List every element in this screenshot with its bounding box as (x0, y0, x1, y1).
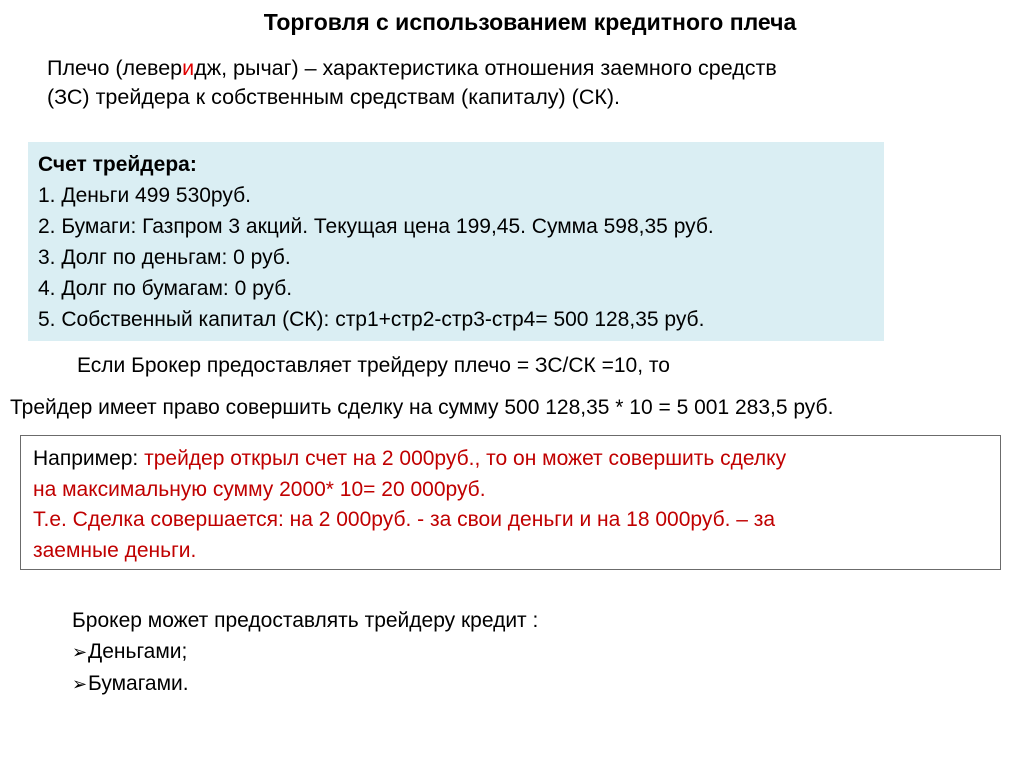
definition-highlight-letter: и (182, 56, 195, 80)
example-text-1: трейдер открыл счет на 2 000руб., то он может совершить сделку (144, 447, 787, 470)
broker-intro: Брокер может предоставлять трейдеру кредит : (72, 609, 539, 632)
leverage-condition-text: Если Брокер предоставляет трейдеру плечо = ЗС/СК =10, то (77, 354, 670, 377)
example-line-2: на максимальную сумму 2000* 10= 20 000руб. (33, 477, 486, 501)
slide-title: Торговля с использованием кредитного плеча (263, 9, 797, 35)
definition-line-1 (47, 54, 997, 83)
account-heading: Счет трейдера: (38, 153, 197, 176)
definition-text-end: дж, рычаг) – характеристика отношения заемного средств (194, 56, 777, 80)
account-item-securities-debt: 4. Долг по бумагам: 0 руб. (38, 277, 293, 300)
bullet-text-money: Деньгами; (88, 640, 188, 663)
account-item-money-debt: 3. Долг по деньгам: 0 руб. (38, 246, 291, 269)
bullet-item-securities (72, 668, 538, 700)
account-item-equity: 5. Собственный капитал (СК): стр1+стр2-стр3-стр4= 500 128,35 руб. (38, 308, 705, 331)
arrow-bullet-icon: ➢ (72, 642, 88, 662)
bullet-text-securities: Бумагами. (88, 672, 189, 695)
broker-credit-block (72, 605, 538, 700)
example-line-1 (33, 444, 988, 475)
leverage-definition (47, 54, 997, 112)
example-lead: Например: (33, 447, 145, 470)
example-box (20, 435, 1001, 570)
bullet-item-money (72, 636, 538, 668)
account-item-securities: 2. Бумаги: Газпром 3 акций. Текущая цена 199,45. Сумма 598,35 руб. (38, 215, 714, 238)
definition-text-start: Плечо (левер (47, 56, 183, 80)
arrow-bullet-icon: ➢ (72, 674, 88, 694)
trader-account-box (28, 142, 884, 341)
definition-line-2: (ЗС) трейдера к собственным средствам (капиталу) (СК). (47, 85, 621, 109)
trade-capacity-text: Трейдер имеет право совершить сделку на сумму 500 128,35 * 10 = 5 001 283,5 руб. (10, 396, 834, 419)
example-line-3: Т.е. Сделка совершается: на 2 000руб. - за свои деньги и на 18 000руб. – за (33, 508, 776, 531)
account-item-money: 1. Деньги 499 530руб. (38, 184, 251, 207)
example-line-4: заемные деньги. (33, 538, 197, 562)
